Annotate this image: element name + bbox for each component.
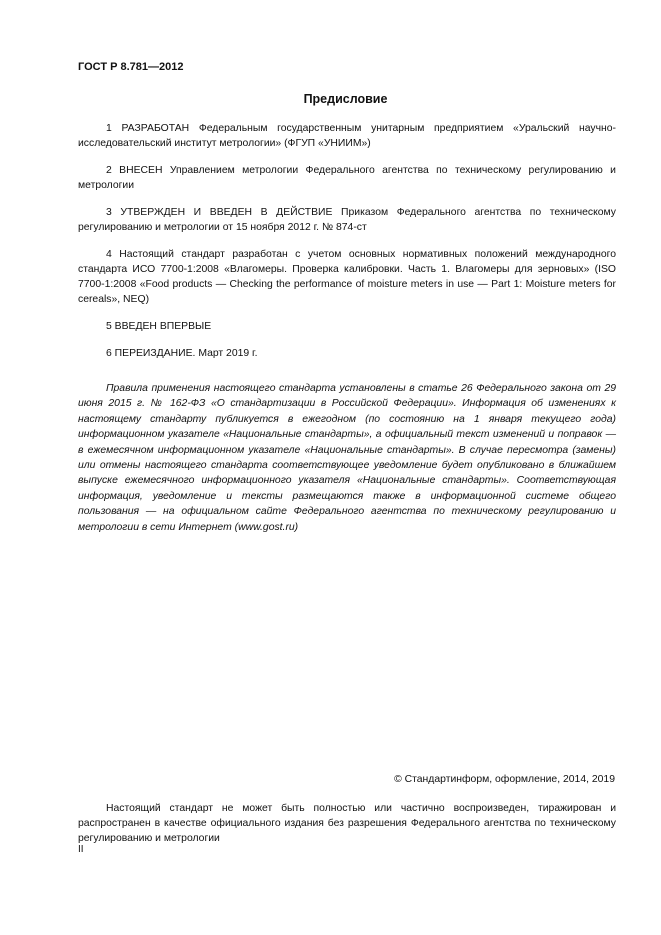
reproduction-notice: Настоящий стандарт не может быть полностью или частично воспроизведен, тиражирован и распространен в качестве официального издания без разрешения Федерального агентства по техническому регулированию и метрологии (78, 803, 616, 844)
foreword-item-2: 2 ВНЕСЕН Управлением метрологии Федерального агентства по техническому регулированию и метрологии (78, 165, 616, 191)
foreword-item-4: 4 Настоящий стандарт разработан с учетом основных нормативных положений международного стандарта ИСО 7700-1:2008 «Влагомеры. Проверка калибровки. Часть 1. Влагомеры для зерновых» (ISO 7700-1:2008 «Food products — Checking the performance of moisture meters in use — Part 1: Moisture meters for cereals», NEQ) (78, 249, 616, 305)
foreword-item-1: 1 РАЗРАБОТАН Федеральным государственным унитарным предприятием «Уральский научно-исследовательский институт метрологии» (ФГУП «УНИИМ») (78, 123, 616, 149)
page-title: Предисловие (303, 92, 388, 106)
foreword-item-5: 5 ВВЕДЕН ВПЕРВЫЕ (106, 321, 212, 332)
foreword-item-3: 3 УТВЕРЖДЕН И ВВЕДЕН В ДЕЙСТВИЕ Приказом Федерального агентства по техническому регулированию и метрологии от 15 ноября 2012 г. № 874-ст (78, 207, 616, 233)
page-number: II (78, 844, 84, 855)
foreword-item-6: 6 ПЕРЕИЗДАНИЕ. Март 2019 г. (106, 348, 258, 359)
document-code: ГОСТ Р 8.781—2012 (78, 61, 184, 73)
foreword-items (78, 121, 616, 373)
application-rules-notice: Правила применения настоящего стандарта установлены в статье 26 Федерального закона от 29 июня 2015 г. № 162-ФЗ «О стандартизации в Российской Федерации». Информация об изменениях к настоящему стандарту публикуется в ежегодном (по состоянию на 1 января текущего года) информационном указателе «Национальные стандарты», а официальный текст изменений и поправок — в ежемесячном информационном указателе «Национальные стандарты». В случае пересмотра (замены) или отмены настоящего стандарта соответствующее уведомление будет опубликовано в ближайшем выпуске ежемесячного информационного указателя «Национальные стандарты». Соответствующая информация, уведомление и тексты размещаются также в информационной системе общего пользования — на официальном сайте Федерального агентства по техническому регулированию и метрологии в сети Интернет (www.gost.ru) (78, 383, 616, 533)
copyright-line: © Стандартинформ, оформление, 2014, 2019 (394, 774, 615, 785)
